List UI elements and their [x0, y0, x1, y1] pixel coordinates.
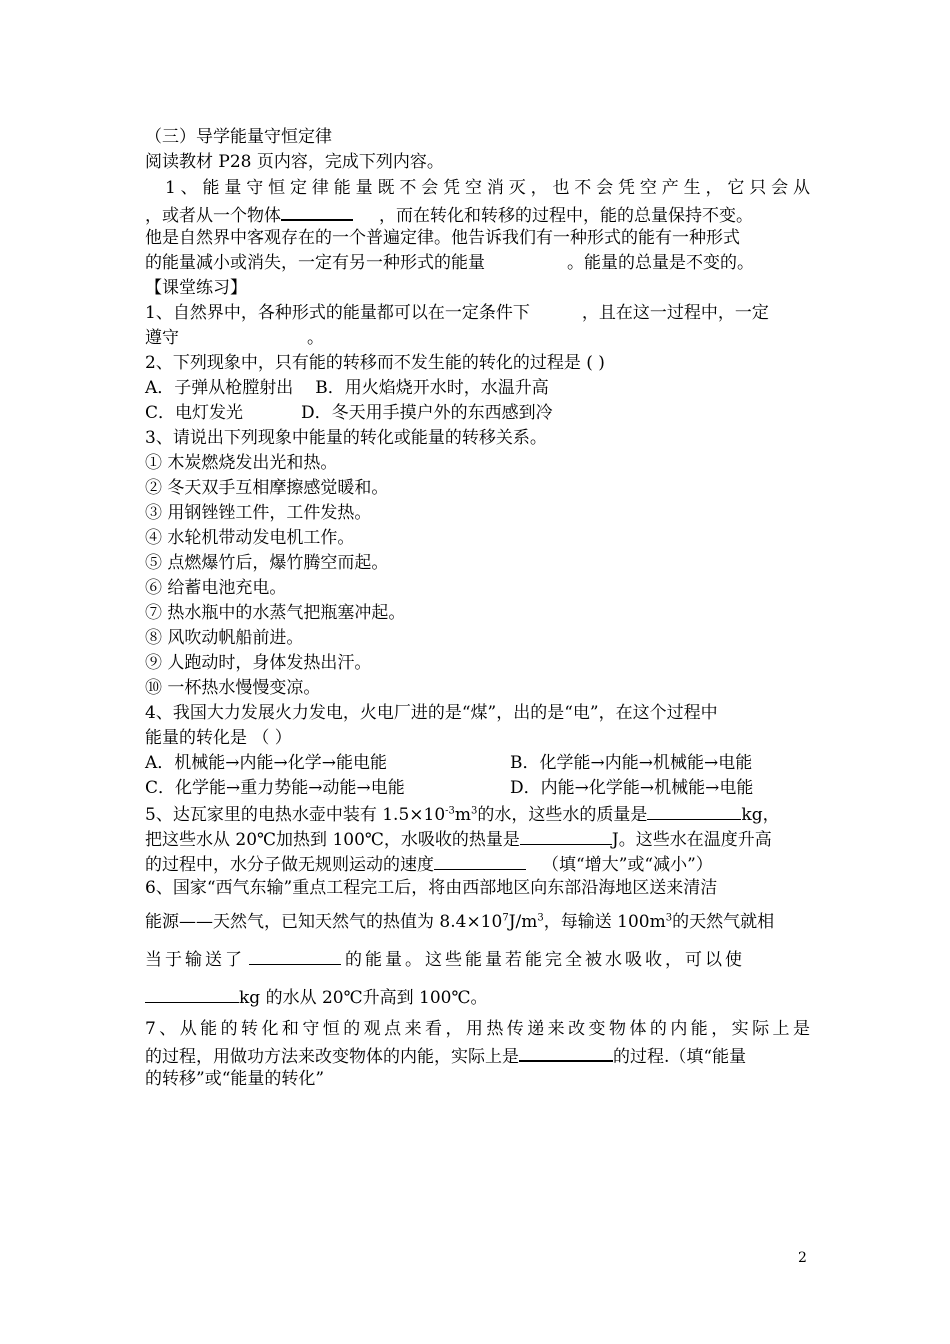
q2-option-d[interactable]: D．冬天用手摸户外的东西感到冷	[301, 403, 553, 423]
q6-line-1: 6、国家“西气东输”重点工程完工后，将由西部地区向东部沿海地区送来清洁	[145, 878, 718, 898]
law-line-3: 他是自然界中客观存在的一个普遍定律。他告诉我们有一种形式的能有一种形式	[145, 228, 740, 248]
q3-item: ⑥ 给蓄电池充电。	[145, 578, 287, 598]
practice-header: 【课堂练习】	[145, 278, 247, 298]
blank-q5-speed[interactable]	[434, 851, 526, 870]
q5-text-a: 5、达瓦家里的电热水壶中装有 1.5×10	[145, 805, 446, 825]
blank-q6-mass[interactable]	[145, 984, 239, 1003]
q1-text-a: 1、自然界中，各种形式的能量都可以在一定条件下	[145, 303, 530, 323]
q7-text-b: 的过程.（填“能量	[613, 1047, 747, 1067]
q2-options-cd	[145, 401, 810, 425]
law-line-4a: 的能量减小或消失，一定有另一种形式的能量	[145, 253, 485, 273]
q5-line-3	[145, 851, 810, 877]
law-line-1: 1、能量守恒定律能量既不会凭空消灭，也不会凭空产生，它只会从	[165, 178, 810, 198]
q5-text-g: 的过程中，水分子做无规则运动的速度	[145, 855, 434, 875]
law-line-2	[145, 201, 810, 228]
q7-text-a: 的过程，用做功方法来改变物体的内能，实际上是	[145, 1047, 519, 1067]
page-number: 2	[798, 1250, 807, 1266]
q7-line-3: 的转移”或“能量的转化”	[145, 1069, 325, 1089]
q6-line-3	[145, 946, 810, 972]
q5-text-e: 把这些水从 20℃加热到 100℃，水吸收的热量是	[145, 830, 520, 850]
q7-line-2	[145, 1042, 810, 1069]
q2-option-b[interactable]: B．用火焰烧开水时，水温升高	[315, 378, 549, 398]
q6-text-a: 能源——天然气，已知天然气的热值为 8.4×10	[145, 912, 503, 932]
q3-item: ② 冬天双手互相摩擦感觉暖和。	[145, 478, 389, 498]
q2-options-ab	[145, 376, 810, 400]
q2-option-a[interactable]: A．子弹从枪膛射出	[145, 378, 294, 398]
q5-exp-1: -3	[445, 805, 455, 817]
q6-text-f: 的能量。这些能量若能完全被水吸收，可以使	[345, 950, 745, 970]
q7-line-1: 7、从能的转化和守恒的观点来看，用热传递来改变物体的内能，实际上是	[145, 1019, 810, 1039]
q6-text-e: 当于输送了	[145, 950, 245, 970]
law-line-2a: ，或者从一个物体	[145, 206, 281, 226]
q4-options-cd	[145, 776, 810, 800]
q6-text-c: ，每输送 100m	[543, 912, 666, 932]
q3-item: ⑧ 风吹动帆船前进。	[145, 628, 304, 648]
q6-line-2	[145, 910, 810, 934]
q5-text-c: 的水，这些水的质量是	[477, 805, 648, 825]
blank-q7[interactable]	[519, 1042, 613, 1062]
q6-exp-1: 7	[502, 912, 509, 924]
q1-line-1	[145, 301, 810, 325]
q3-item: ⑩ 一杯热水慢慢变凉。	[145, 678, 321, 698]
q2-option-c[interactable]: C．电灯发光	[145, 403, 244, 423]
q3-item: ③ 用钢锉锉工件，工件发热。	[145, 503, 372, 523]
q4-option-c[interactable]: C．化学能→重力势能→动能→电能	[145, 778, 405, 798]
law-line-4	[145, 251, 810, 275]
q4-option-a[interactable]: A．机械能→内能→化学→能电能	[145, 753, 388, 773]
q4-options-ab	[145, 751, 810, 775]
q5-exp-2: 3	[471, 805, 478, 817]
q1-text-d: 。	[307, 328, 324, 348]
q6-text-b: J/m	[508, 912, 538, 932]
q6-exp-3: 3	[665, 912, 673, 924]
law-line-4b: 。能量的总量是不变的。	[567, 253, 754, 273]
q5-text-f: J。这些水在温度升高	[611, 830, 772, 850]
q3-item: ⑨ 人跑动时，身体发热出汗。	[145, 653, 372, 673]
section-title: （三）导学能量守恒定律	[145, 127, 332, 147]
q2-stem: 2、下列现象中，只有能的转移而不发生能的转化的过程是 ( )	[145, 353, 605, 373]
q1-line-2	[145, 326, 810, 350]
blank-law-1[interactable]	[281, 201, 353, 221]
q3-stem: 3、请说出下列现象中能量的转化或能量的转移关系。	[145, 428, 547, 448]
blank-q5-heat[interactable]	[520, 826, 612, 845]
blank-q6-energy[interactable]	[249, 946, 341, 965]
q5-line-1	[145, 801, 810, 827]
q5-text-b: m	[454, 805, 472, 825]
q4-option-d[interactable]: D．内能→化学能→机械能→电能	[510, 778, 754, 798]
q6-line-4	[145, 984, 810, 1010]
q4-line-1: 4、我国大力发展火力发电，火电厂进的是“煤”，出的是“电”，在这个过程中	[145, 703, 718, 723]
q5-text-h: （填“增大”或“减小”）	[542, 855, 713, 875]
blank-q5-mass[interactable]	[647, 801, 741, 820]
q1-text-c: 遵守	[145, 328, 179, 348]
q3-item: ① 木炭燃烧发出光和热。	[145, 453, 338, 473]
law-line-2b: ，而在转化和转移的过程中，能的总量保持不变。	[379, 206, 753, 226]
q1-text-b: ，且在这一过程中，一定	[581, 303, 769, 323]
q3-item: ④ 水轮机带动发电机工作。	[145, 528, 355, 548]
q4-line-2: 能量的转化是 （ ）	[145, 728, 292, 748]
reading-instruction: 阅读教材 P28 页内容，完成下列内容。	[145, 152, 444, 172]
q5-line-2	[145, 826, 810, 852]
q6-text-d: 的天然气就相	[672, 912, 775, 932]
q5-text-d: kg，	[741, 805, 780, 825]
q3-item: ⑤ 点燃爆竹后，爆竹腾空而起。	[145, 553, 389, 573]
q6-text-g: kg 的水从 20℃升高到 100℃。	[239, 988, 488, 1008]
q6-exp-2: 3	[537, 912, 544, 924]
q3-item: ⑦ 热水瓶中的水蒸气把瓶塞冲起。	[145, 603, 406, 623]
q4-option-b[interactable]: B．化学能→内能→机械能→电能	[510, 753, 753, 773]
